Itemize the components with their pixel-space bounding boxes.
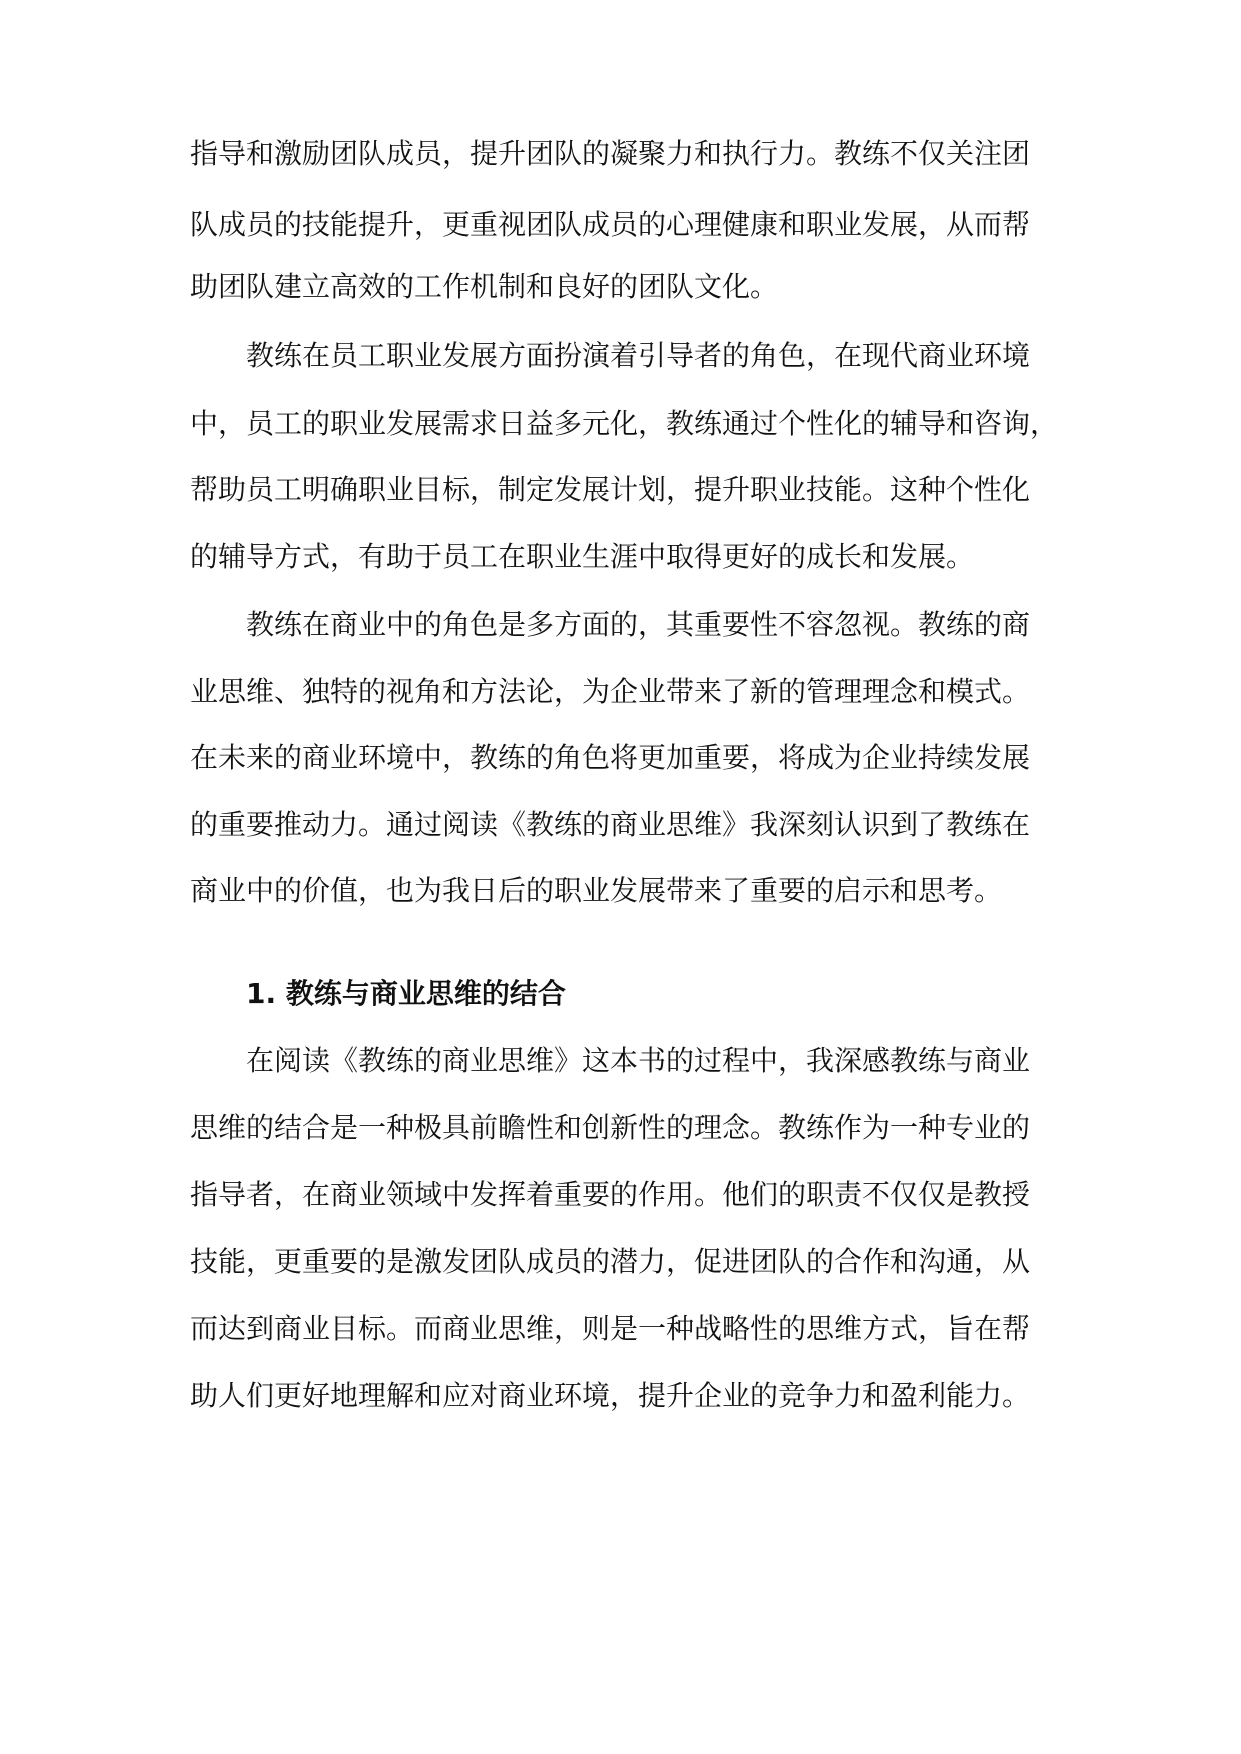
text-line: 助团队建立高效的工作机制和良好的团队文化。	[190, 270, 779, 303]
text-line: 在阅读《教练的商业思维》这本书的过程中，我深感教练与商业	[246, 1044, 1031, 1077]
text-line: 教练在员工职业发展方面扮演着引导者的角色，在现代商业环境	[246, 339, 1031, 372]
text-line: 而达到商业目标。而商业思维，则是一种战略性的思维方式，旨在帮	[190, 1312, 1031, 1345]
text-line: 助人们更好地理解和应对商业环境，提升企业的竞争力和盈利能力。	[190, 1379, 1031, 1412]
text-line: 商业中的价值，也为我日后的职业发展带来了重要的启示和思考。	[190, 874, 1003, 907]
text-line: 队成员的技能提升，更重视团队成员的心理健康和职业发展，从而帮	[190, 208, 1031, 241]
section-heading: 1. 教练与商业思维的结合	[246, 977, 566, 1010]
text-line: 在未来的商业环境中，教练的角色将更加重要，将成为企业持续发展	[190, 741, 1031, 774]
text-line: 指导和激励团队成员，提升团队的凝聚力和执行力。教练不仅关注团	[190, 137, 1031, 170]
text-line: 的重要推动力。通过阅读《教练的商业思维》我深刻认识到了教练在	[190, 808, 1031, 841]
text-line: 帮助员工明确职业目标，制定发展计划，提升职业技能。这种个性化	[190, 473, 1031, 506]
text-line: 技能，更重要的是激发团队成员的潜力，促进团队的合作和沟通，从	[190, 1245, 1031, 1278]
text-line: 中，员工的职业发展需求日益多元化，教练通过个性化的辅导和咨询，	[190, 407, 1059, 440]
text-line: 指导者，在商业领域中发挥着重要的作用。他们的职责不仅仅是教授	[190, 1178, 1031, 1211]
text-line: 教练在商业中的角色是多方面的，其重要性不容忽视。教练的商	[246, 608, 1031, 641]
text-line: 的辅导方式，有助于员工在职业生涯中取得更好的成长和发展。	[190, 540, 975, 573]
text-line: 思维的结合是一种极具前瞻性和创新性的理念。教练作为一种专业的	[190, 1111, 1031, 1144]
text-line: 业思维、独特的视角和方法论，为企业带来了新的管理理念和模式。	[190, 675, 1031, 708]
